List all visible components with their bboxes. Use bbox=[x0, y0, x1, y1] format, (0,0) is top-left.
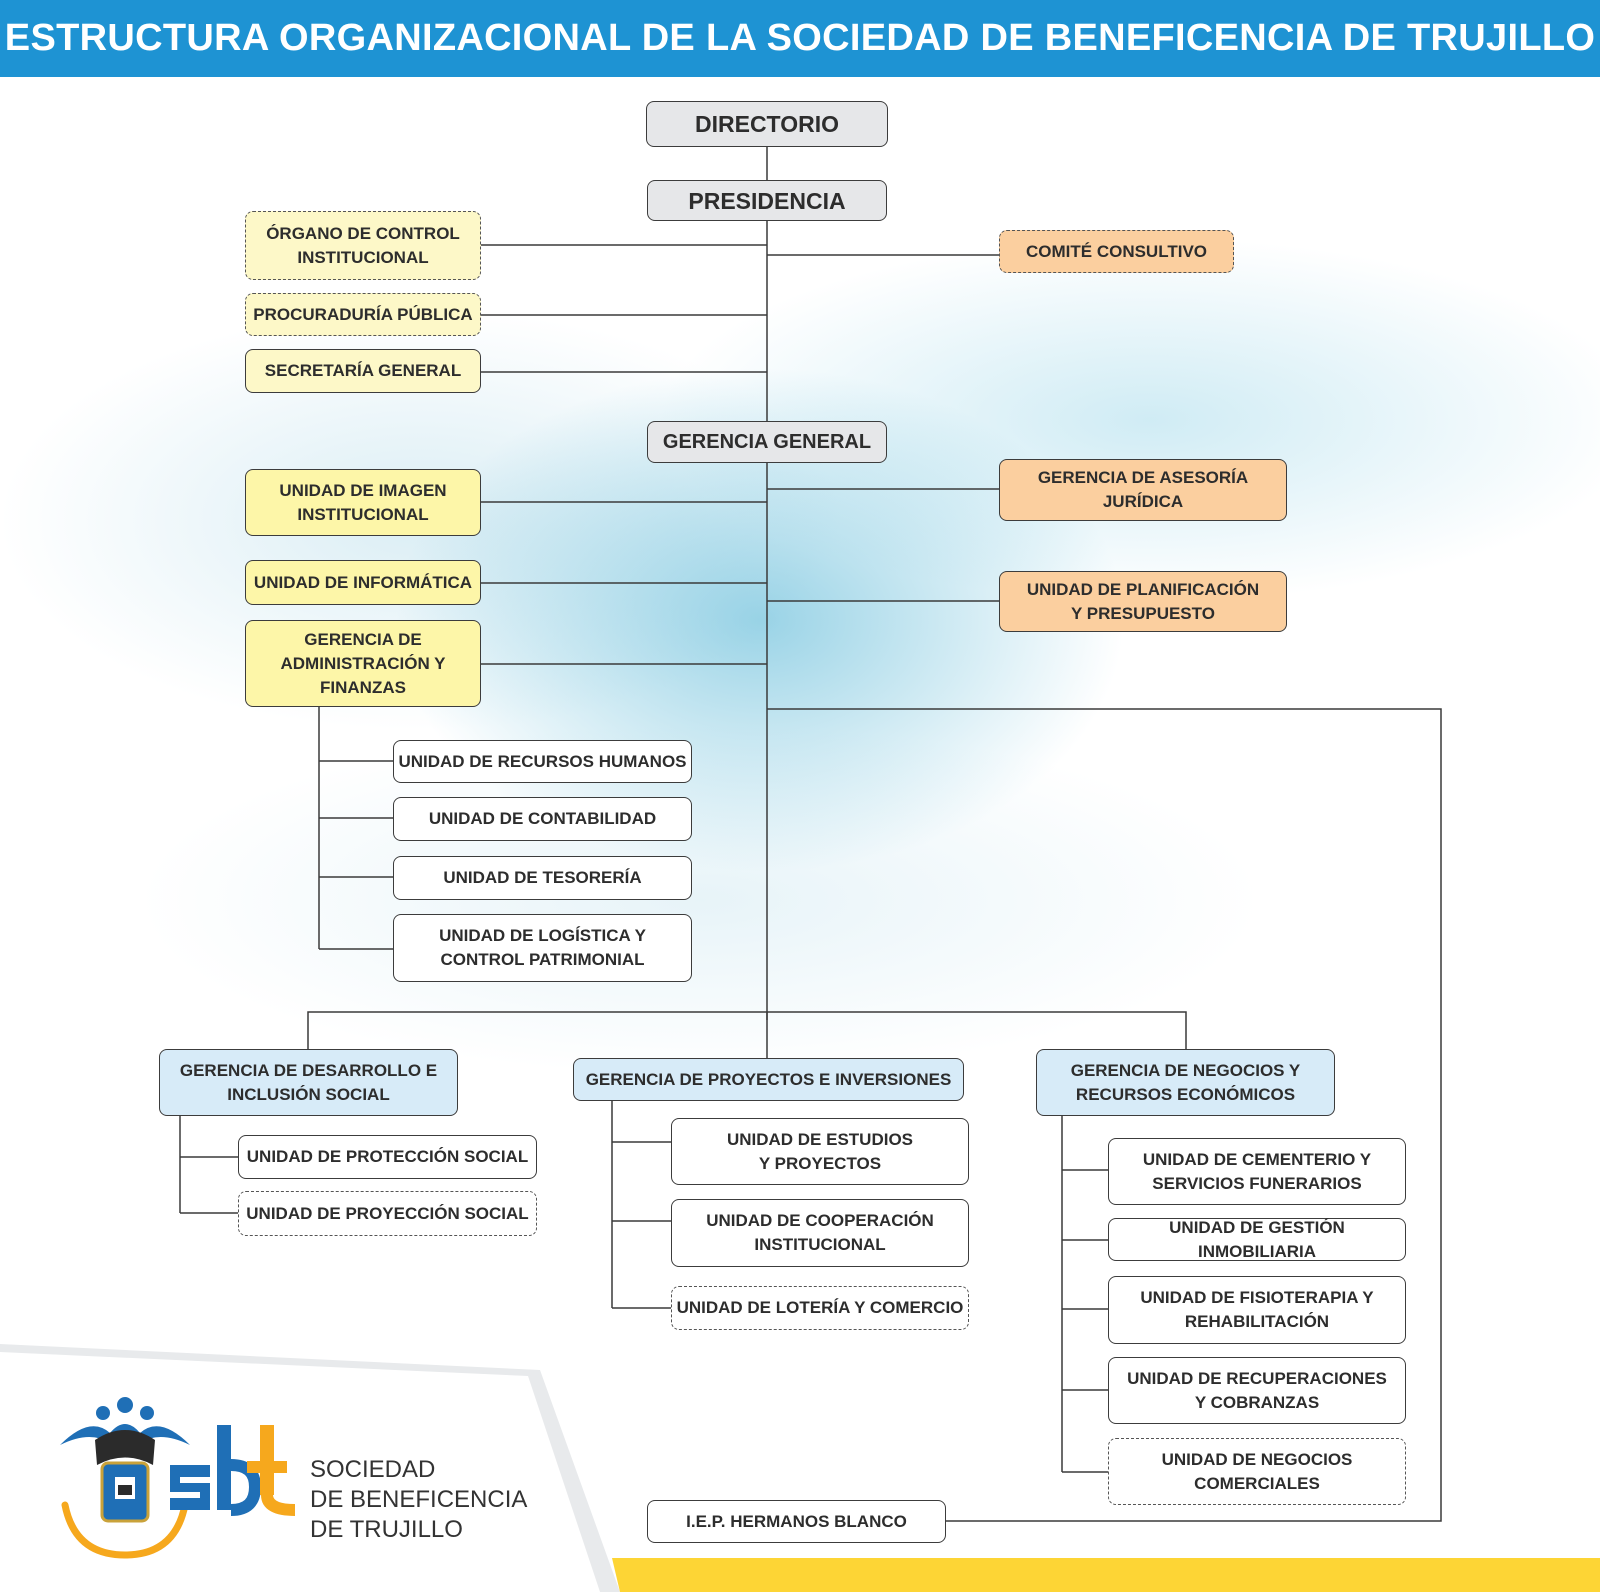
node-recuperaciones: UNIDAD DE RECUPERACIONES Y COBRANZAS bbox=[1108, 1357, 1406, 1424]
node-tesoreria: UNIDAD DE TESORERÍA bbox=[393, 856, 692, 900]
node-rrhh: UNIDAD DE RECURSOS HUMANOS bbox=[393, 740, 692, 783]
node-secretaria: SECRETARÍA GENERAL bbox=[245, 349, 481, 393]
node-comite: COMITÉ CONSULTIVO bbox=[999, 230, 1234, 273]
node-desarrollo: GERENCIA DE DESARROLLO E INCLUSIÓN SOCIAL bbox=[159, 1049, 458, 1116]
node-organo-control: ÓRGANO DE CONTROL INSTITUCIONAL bbox=[245, 211, 481, 280]
node-negocios: GERENCIA DE NEGOCIOS Y RECURSOS ECONÓMICOS bbox=[1036, 1049, 1335, 1116]
node-contabilidad: UNIDAD DE CONTABILIDAD bbox=[393, 797, 692, 841]
node-planificacion: UNIDAD DE PLANIFICACIÓN Y PRESUPUESTO bbox=[999, 571, 1287, 632]
sbt-monogram-icon bbox=[170, 1425, 295, 1510]
node-gerencia-general: GERENCIA GENERAL bbox=[647, 421, 887, 463]
node-administracion: GERENCIA DE ADMINISTRACIÓN Y FINANZAS bbox=[245, 620, 481, 707]
node-fisioterapia: UNIDAD DE FISIOTERAPIA Y REHABILITACIÓN bbox=[1108, 1276, 1406, 1344]
node-logistica: UNIDAD DE LOGÍSTICA Y CONTROL PATRIMONIAL bbox=[393, 914, 692, 982]
logo-text: SOCIEDAD DE BENEFICENCIA DE TRUJILLO bbox=[310, 1456, 528, 1543]
node-informatica: UNIDAD DE INFORMÁTICA bbox=[245, 560, 481, 605]
node-proteccion: UNIDAD DE PROTECCIÓN SOCIAL bbox=[238, 1135, 537, 1179]
node-procuraduria: PROCURADURÍA PÚBLICA bbox=[245, 293, 481, 336]
node-estudios: UNIDAD DE ESTUDIOS Y PROYECTOS bbox=[671, 1118, 969, 1185]
node-directorio: DIRECTORIO bbox=[646, 101, 888, 147]
node-inmobiliaria: UNIDAD DE GESTIÓN INMOBILIARIA bbox=[1108, 1218, 1406, 1261]
node-cooperacion: UNIDAD DE COOPERACIÓN INSTITUCIONAL bbox=[671, 1199, 969, 1267]
node-asesoria: GERENCIA DE ASESORÍA JURÍDICA bbox=[999, 459, 1287, 521]
node-iep: I.E.P. HERMANOS BLANCO bbox=[647, 1500, 946, 1543]
node-proyectos: GERENCIA DE PROYECTOS E INVERSIONES bbox=[573, 1058, 964, 1101]
page-title: ESTRUCTURA ORGANIZACIONAL DE LA SOCIEDAD DE BENEFICENCIA DE TRUJILLO bbox=[4, 17, 1596, 59]
node-proyeccion: UNIDAD DE PROYECCIÓN SOCIAL bbox=[238, 1191, 537, 1236]
node-imagen: UNIDAD DE IMAGEN INSTITUCIONAL bbox=[245, 469, 481, 536]
node-presidencia: PRESIDENCIA bbox=[647, 180, 887, 221]
node-negocios-comerciales: UNIDAD DE NEGOCIOS COMERCIALES bbox=[1108, 1438, 1406, 1505]
node-cementerio: UNIDAD DE CEMENTERIO Y SERVICIOS FUNERARIOS bbox=[1108, 1138, 1406, 1205]
node-loteria: UNIDAD DE LOTERÍA Y COMERCIO bbox=[671, 1286, 969, 1330]
coat-of-arms-icon bbox=[95, 1430, 155, 1521]
